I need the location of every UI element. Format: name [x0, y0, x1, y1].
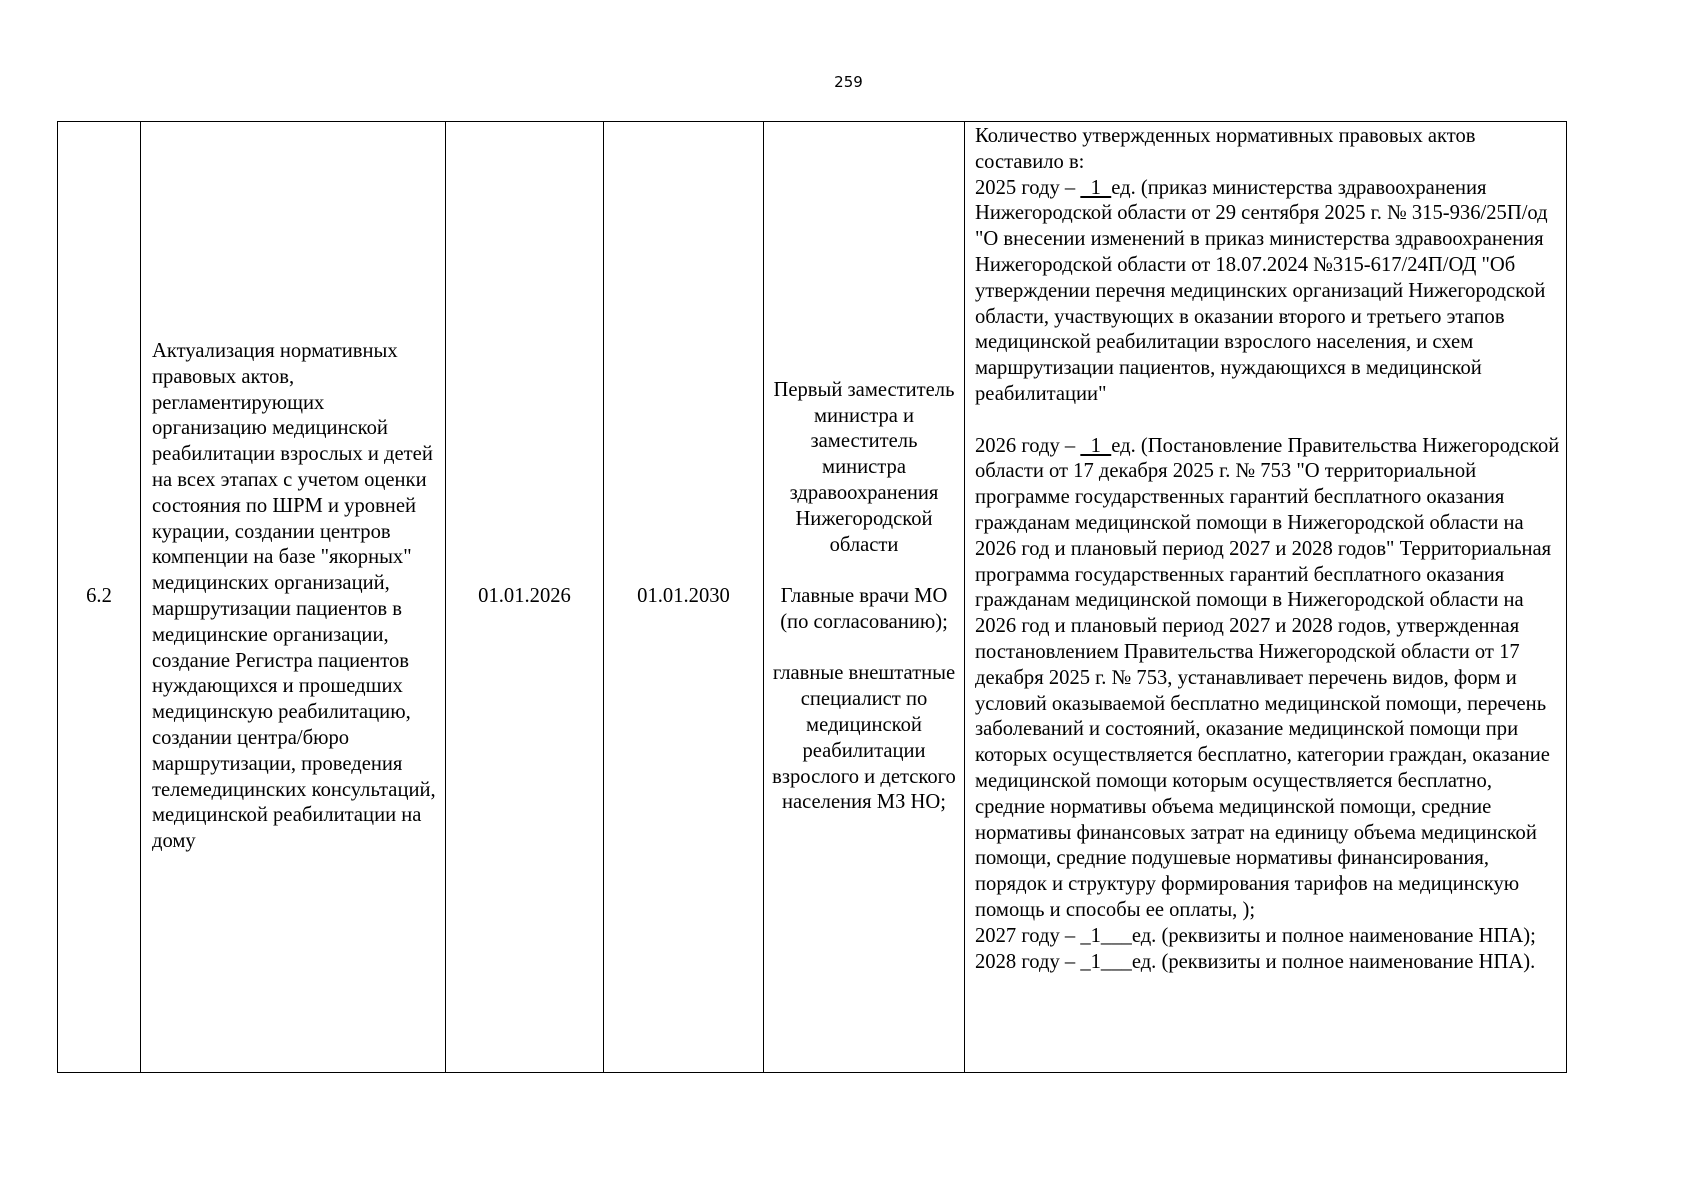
result-2025-prefix: 2025 году – — [975, 176, 1081, 199]
result-intro: Количество утвержденных нормативных правовых актов составило в: — [975, 125, 1476, 173]
result-2025 — [975, 176, 1560, 408]
result-2026 — [975, 434, 1560, 924]
result-2027: 2027 году – _1___ед. (реквизиты и полное наименование НПА); — [975, 924, 1536, 947]
result-cell — [965, 122, 1567, 1073]
result-2026-count: 1 — [1080, 434, 1112, 457]
activity-name: Актуализация нормативных правовых актов, регламентирующих организацию медицинской реабилитации взрослых и детей на всех этапах с учетом оценки состояния по ШРМ и уровней курации, создании центров компенции на базе "якорных" медицинских организаций, маршрутизации пациентов в медицинские организации, создание Регистра пациентов нуждающихся и прошедших медицинскую реабилитацию, создании центра/бюро маршрутизации, проведения телемедицинских консультаций, медицинской реабилитации на дому — [141, 122, 446, 1073]
table-row — [58, 122, 1567, 1073]
result-2026-prefix: 2026 году – — [975, 434, 1081, 457]
responsible-third: главные внештатные специалист по медицинской реабилитации взрослого и детского населения МЗ НО; — [772, 662, 956, 814]
result-2025-text: ед. (приказ министерства здравоохранения Нижегородской области от 29 сентября 2025 г. № 315-936/25П/од "О внесении изменений в приказ министерства здравоохранения Нижегородской области от 18.07.2024 №315-617/24П/ОД "Об утверждении перечня медицинских организаций Нижегородской области, участвующих в оказании второго и третьего этапов медицинской реабилитации взрослого населения, и схем маршрутизации пациентов, нуждающихся в медицинской реабилитации" — [975, 176, 1548, 405]
row-number: 6.2 — [58, 122, 141, 1073]
responsible-first: Первый заместитель министра и заместитель министра здравоохранения Нижегородской области — [773, 378, 955, 556]
result-2026-text: ед. (Постановление Правительства Нижегородской области от 17 декабря 2025 г. № 753 "О территориальной программе государственных гарантий бесплатного оказания гражданам медицинской помощи в Нижегородской области на 2026 год и плановый период 2027 и 2028 годов" Территориальная программа государственных гарантий бесплатного оказания гражданам медицинской помощи в Нижегородской области на 2026 год и плановый период 2027 и 2028 годов, утвержденная постановлением Правительства Нижегородской области от 17 декабря 2025 г. № 753, устанавливает перечень видов, форм и условий оказываемой бесплатно медицинской помощи, перечень заболеваний и состояний, оказание медицинской помощи при которых осуществляется бесплатно, категории граждан, оказание медицинской помощи которым осуществляется бесплатно, средние нормативы объема медицинской помощи, средние нормативы финансовых затрат на единицу объема медицинской помощи, средние подушевые нормативы финансирования, порядок и структуру формирования тарифов на медицинскую помощь и способы ее оплаты, ); — [975, 434, 1560, 921]
plan-table — [57, 121, 1567, 1073]
responsible-second: Главные врачи МО (по согласованию); — [780, 585, 948, 633]
end-date: 01.01.2030 — [604, 122, 764, 1073]
result-2025-count: 1 — [1080, 176, 1112, 199]
page-number: 259 — [834, 73, 863, 91]
start-date: 01.01.2026 — [446, 122, 604, 1073]
responsible-cell — [764, 122, 965, 1073]
result-2028: 2028 году – _1___ед. (реквизиты и полное наименование НПА). — [975, 950, 1536, 973]
